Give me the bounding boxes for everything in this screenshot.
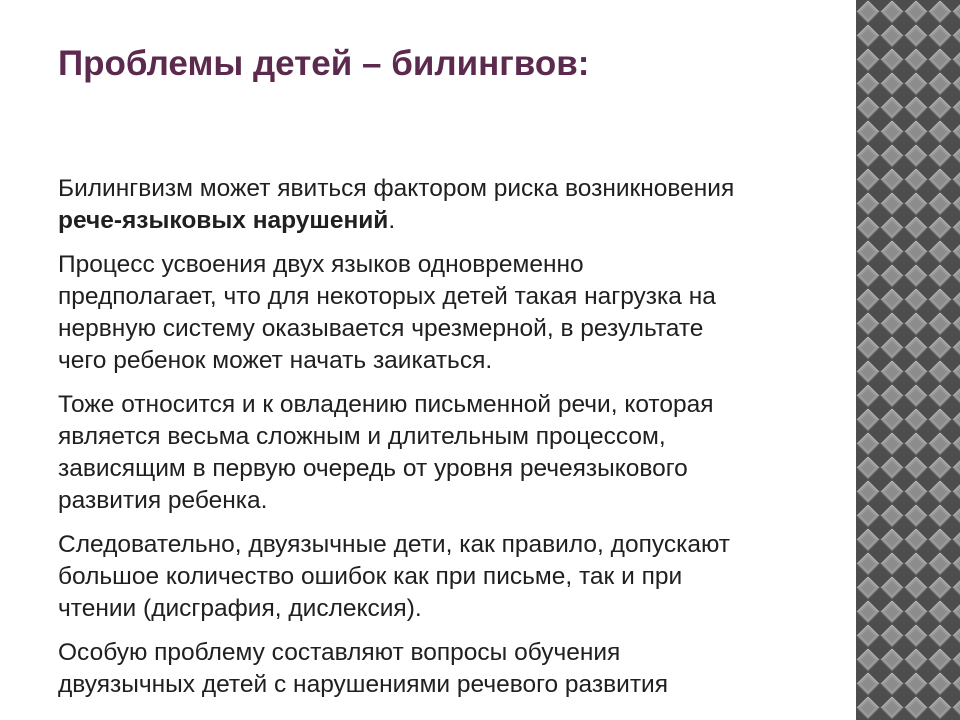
paragraph-bilingualism-risk [58, 173, 838, 237]
decorative-diamond-pattern [856, 0, 960, 720]
paragraph-1-text: Билингвизм может явиться фактором риска возникновения [58, 175, 735, 202]
paragraph-stuttering: Процесс усвоения двух языков одновременно предполагает, что для некоторых детей такая нагрузка на нервную систему оказывается чрезмерной, в результате чего ребенок может начать заикаться. [58, 251, 716, 374]
slide-title: Проблемы детей – билингвов: [58, 44, 590, 83]
paragraph-1-tail: . [388, 207, 396, 234]
paragraph-special-problem: Особую проблему составляют вопросы обучения двуязычных детей с нарушениями речевого развития [58, 639, 669, 698]
diamond-pattern-graphic [856, 0, 960, 720]
paragraph-errors: Следовательно, двуязычные дети, как правило, допускают большое количество ошибок как при письме, так и при чтении (дисграфия, дислексия). [58, 531, 731, 622]
slide-body [58, 173, 838, 713]
paragraph-written-speech: Тоже относится и к овладению письменной речи, которая является весьма сложным и длительным процессом, зависящим в первую очередь от уровня речеязыкового развития ребенка. [58, 391, 714, 514]
paragraph-1-bold-term: рече-языковых нарушений [58, 207, 389, 234]
